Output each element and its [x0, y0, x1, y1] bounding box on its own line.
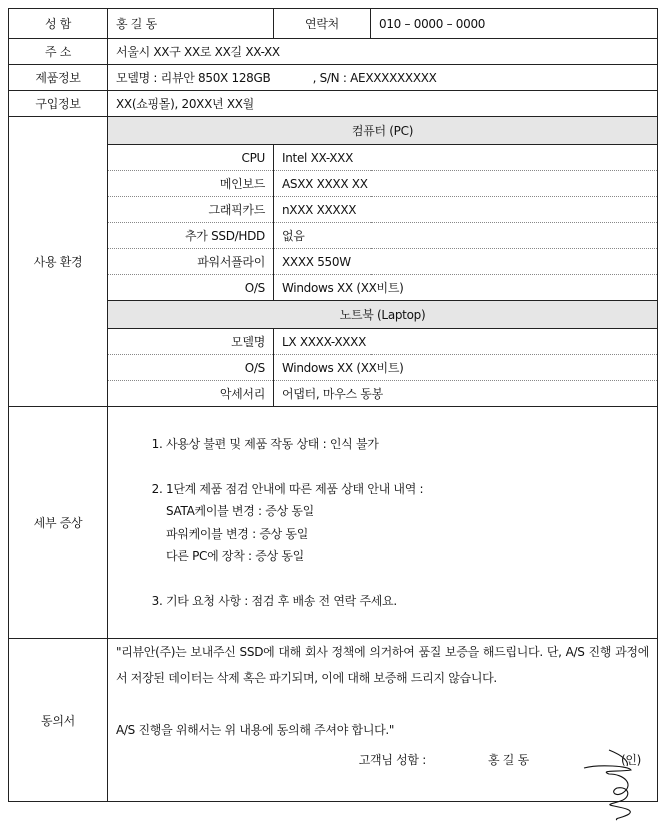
laptop-value: LX XXXX-XXXX — [274, 329, 658, 355]
symptom-label: 세부 증상 — [9, 407, 108, 639]
symptom-subitem: SATA케이블 변경 : 증상 동일 — [166, 504, 314, 518]
pc-value: nXXX XXXXX — [274, 197, 658, 223]
pc-value: XXXX 550W — [274, 249, 658, 275]
consent-paragraph: A/S 진행을 위해서는 위 내용에 동의해 주셔야 합니다." — [116, 723, 395, 737]
product-label: 제품정보 — [9, 65, 108, 91]
pc-key: O/S — [108, 275, 274, 301]
sign-label: 고객님 성함 : — [358, 753, 426, 767]
laptop-key: 모델명 — [108, 329, 274, 355]
sign-name: 홍 길 동 — [488, 753, 529, 767]
laptop-header: 노트북 (Laptop) — [108, 301, 658, 329]
usage-label: 사용 환경 — [9, 117, 108, 407]
laptop-key: 악세서리 — [108, 381, 274, 407]
signature-line — [116, 747, 649, 773]
contact-label: 연락처 — [274, 9, 371, 39]
name-value: 홍 길 동 — [108, 9, 274, 39]
pc-value: Windows XX (XX비트) — [274, 275, 658, 301]
symptom-item: 1. 사용상 불편 및 제품 작동 상태 : 인식 불가 — [166, 433, 657, 456]
laptop-key: O/S — [108, 355, 274, 381]
symptom-content — [108, 407, 658, 639]
consent-label: 동의서 — [9, 639, 108, 802]
address-value: 서울시 XX구 XX로 XX길 XX-XX — [108, 39, 658, 65]
symptom-item: 3. 기타 요청 사항 : 점검 후 배송 전 연락 주세요. — [166, 590, 657, 613]
consent-paragraph: "리뷰안(주)는 보내주신 SSD에 대해 회사 정책에 의거하여 품질 보증을 해드립니다. 단, A/S 진행 과정에서 저장된 데이터는 삭제 혹은 파기되며, 이에 대해 보증해 드리지 않습니다. — [116, 645, 649, 685]
pc-value: ASXX XXXX XX — [274, 171, 658, 197]
seal-mark: (인) — [620, 753, 641, 767]
pc-key: 파워서플라이 — [108, 249, 274, 275]
symptom-item-text: 1단계 제품 점검 안내에 따른 제품 상태 안내 내역 : — [166, 481, 424, 496]
laptop-value: Windows XX (XX비트) — [274, 355, 658, 381]
purchase-label: 구입정보 — [9, 91, 108, 117]
product-value: 모델명 : 리뷰안 850X 128GB , S/N : AEXXXXXXXXX — [108, 65, 658, 91]
address-label: 주 소 — [9, 39, 108, 65]
laptop-value: 어댑터, 마우스 동봉 — [274, 381, 658, 407]
pc-key: 추가 SSD/HDD — [108, 223, 274, 249]
pc-key: CPU — [108, 145, 274, 171]
purchase-value: XX(쇼핑몰), 20XX년 XX월 — [108, 91, 658, 117]
pc-value: Intel XX-XXX — [274, 145, 658, 171]
handwritten-signature — [579, 748, 649, 823]
pc-value: 없음 — [274, 223, 658, 249]
as-request-form — [8, 8, 658, 802]
symptom-subitem: 파워케이블 변경 : 증상 동일 — [166, 526, 309, 541]
pc-key: 메인보드 — [108, 171, 274, 197]
name-label: 성 함 — [9, 9, 108, 39]
consent-content — [108, 639, 658, 802]
symptom-item — [166, 478, 657, 568]
symptom-subitem: 다른 PC에 장착 : 증상 동일 — [166, 549, 304, 563]
pc-header: 컴퓨터 (PC) — [108, 117, 658, 145]
pc-key: 그래픽카드 — [108, 197, 274, 223]
contact-value: 010 – 0000 – 0000 — [371, 9, 658, 39]
